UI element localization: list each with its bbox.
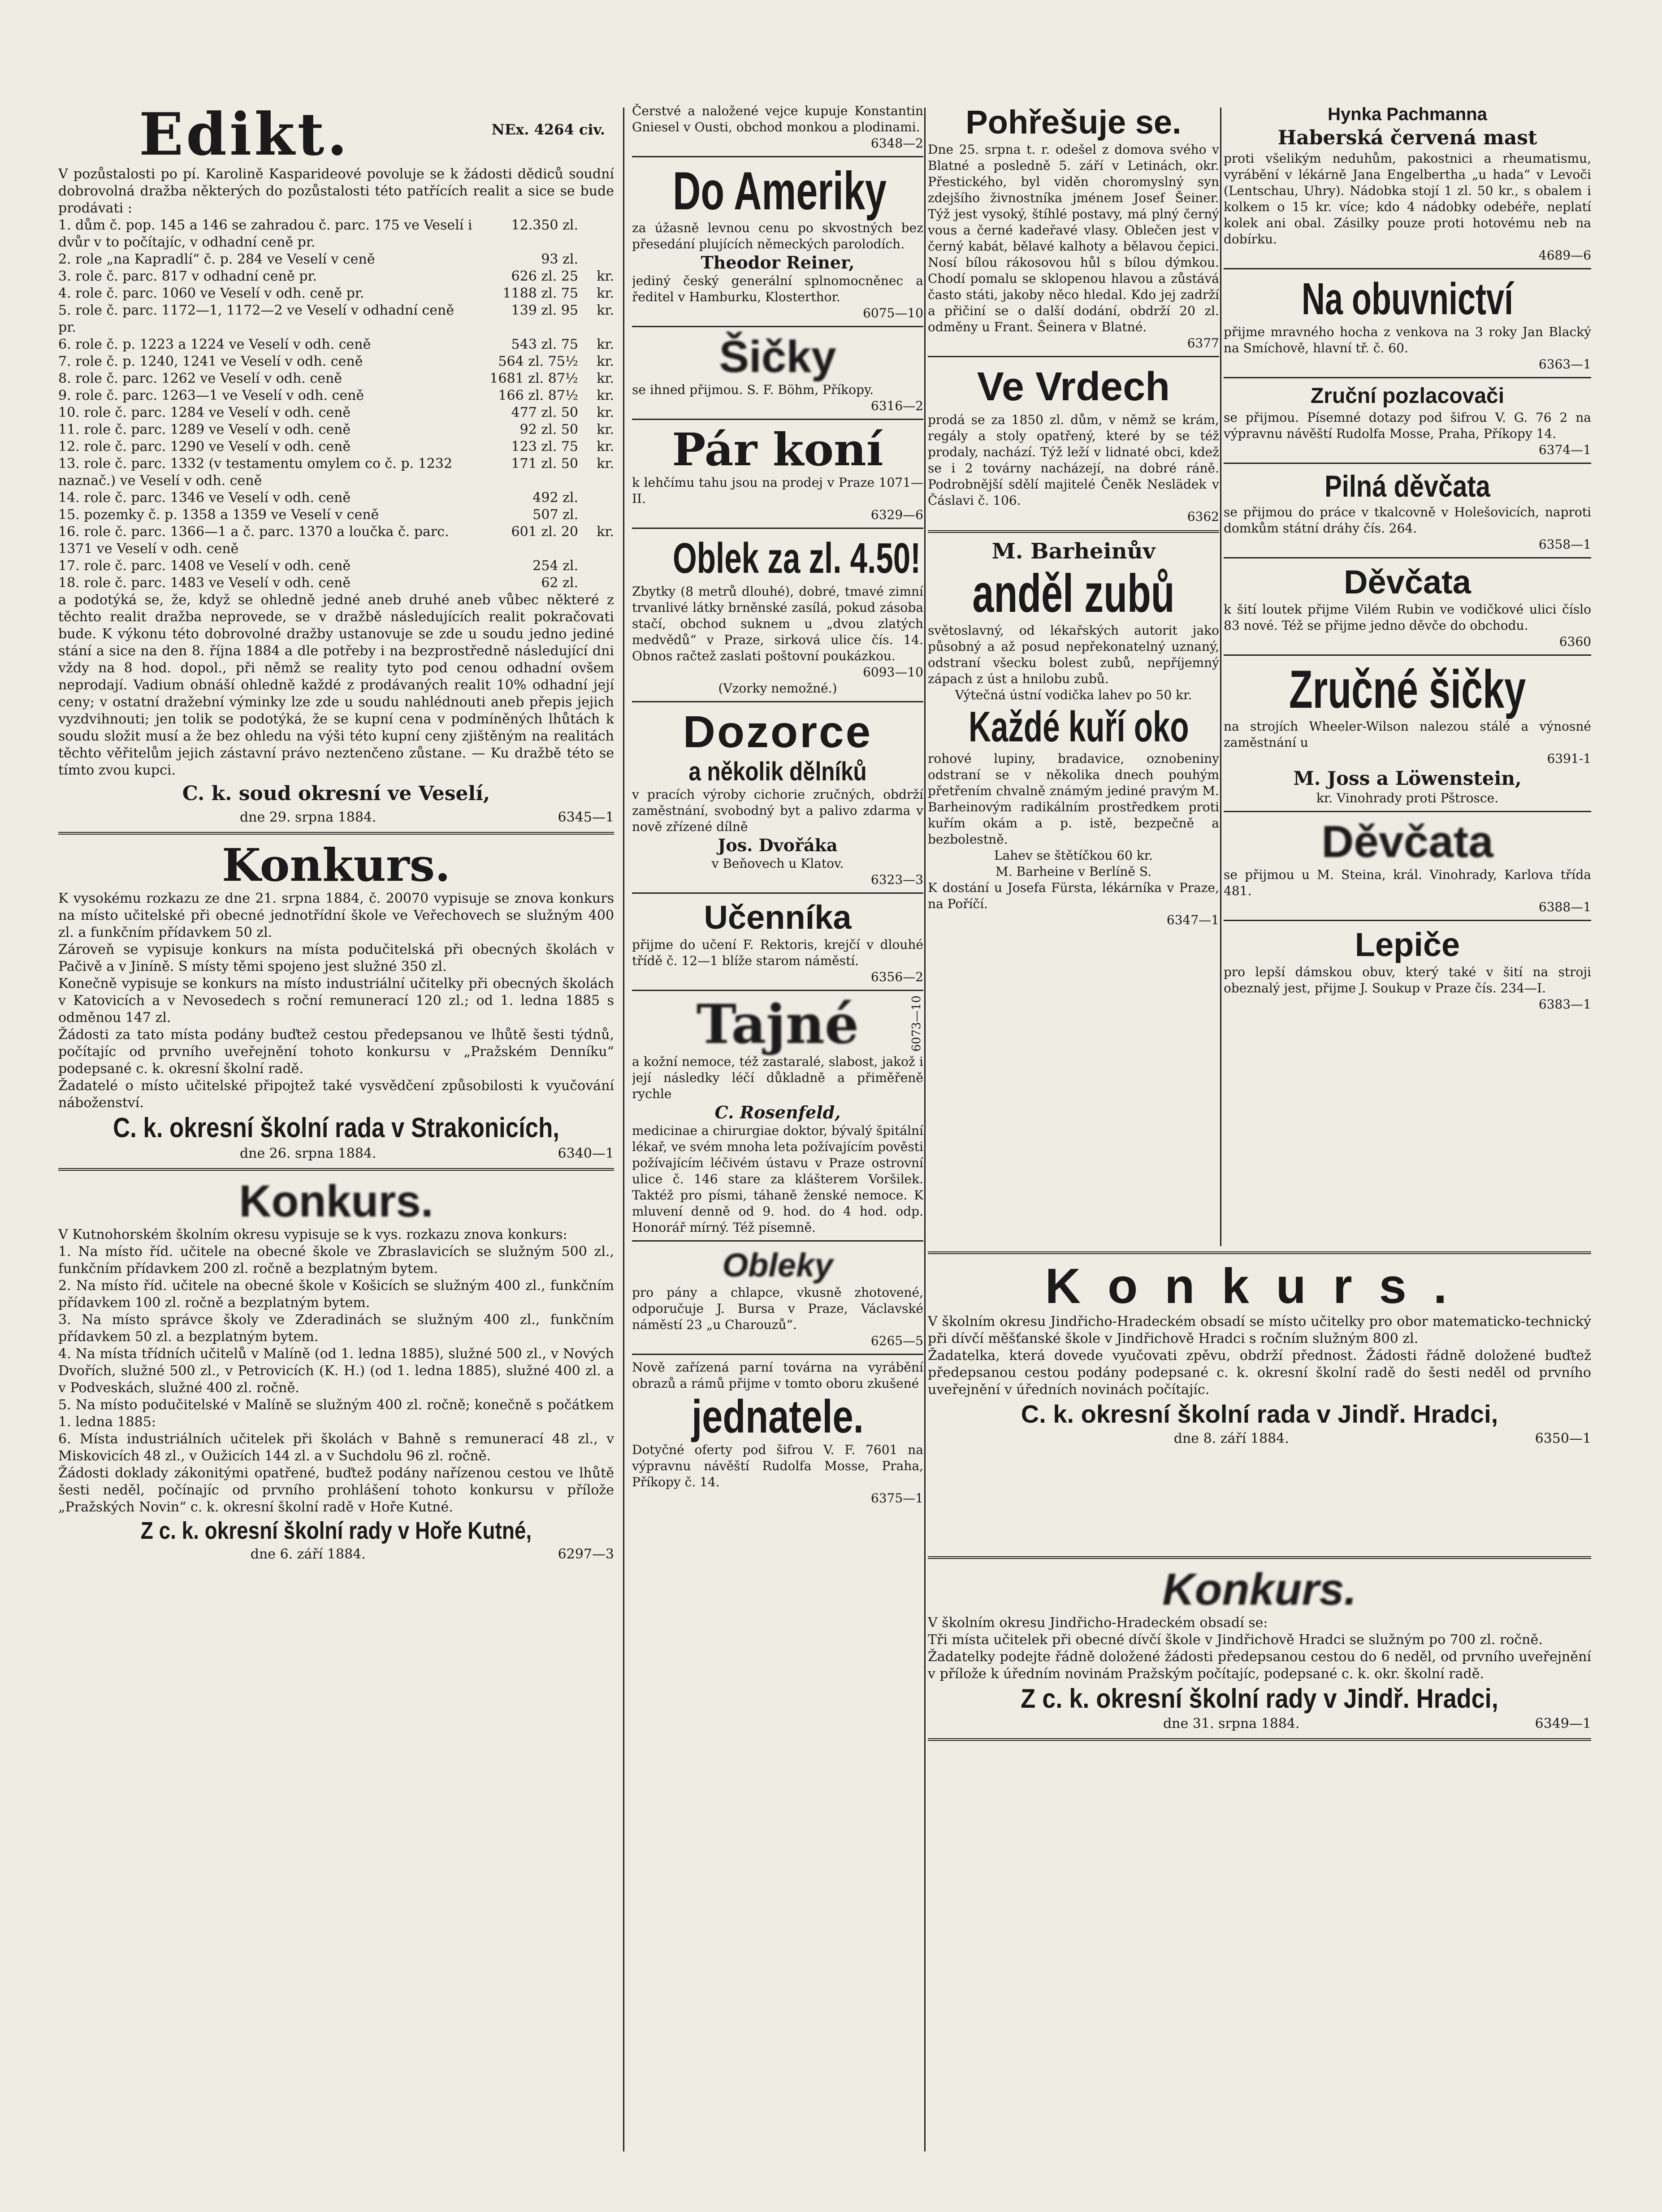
ad-number: 6265—5 — [870, 1333, 923, 1348]
ad-note: (Vzorky nemožné.) — [718, 681, 837, 696]
konkurs1-body: K vysokému rozkazu ze dne 21. srpna 1884, č. 20070 vypisuje se znova konkurs na místo učitelské při obecné jednotřídní škole ve Veřechovech se služným 400 zl. a funkčním přídavkem 50 zl. — [58, 891, 614, 940]
wide-konkurs-1 — [928, 1246, 1591, 1448]
ad-subheadline: a několik dělníků — [688, 757, 867, 786]
column-divider — [623, 108, 624, 2151]
konkurs1-body: Zároveň se vypisuje konkurs na místa podučitelská při obecných školách v Pačivě a v Jiníně. S místy těmi spojeno jest služné 350 zl. — [58, 942, 614, 974]
ad-side-number: 6073—10 — [910, 996, 923, 1052]
divider — [928, 1556, 1591, 1559]
table-row: 6. role č. p. 1223 a 1224 ve Veselí v odh. ceně 543 zl. 75 kr. — [58, 337, 614, 352]
ad-headline: Oblek za zl. 4.50! — [673, 534, 921, 582]
wide-konkurs-body: V školním okresu Jindřicho-Hradeckém obsadí se místo učitelky pro obor matematicko-technický při dívčí měšťanské škole v Jindřichově Hradci s ročním služným 800 zl. — [928, 1314, 1591, 1346]
ad-text: na strojích Wheeler-Wilson nalezou stálé a výnosné zaměstnání u — [1224, 719, 1591, 750]
wide-konkurs-title: Konkurs. — [1045, 1259, 1474, 1314]
divider — [1224, 557, 1591, 558]
ad-text: rohové lupiny, bradavice, oznobeniny odstraní se v několika dnech pouhým přetřením chvalně známým jediné pravým M. Barheinovým radikálním prostředkem proti kuřím okám a p. istě, bezpečně a bezbolestně. — [928, 751, 1219, 847]
ad-subheadline: Hynka Pachmanna — [1328, 104, 1487, 124]
ad-headline: Učenníka — [704, 899, 852, 936]
table-row: 17. role č. parc. 1408 ve Veselí v odh. ceně 254 zl. — [58, 558, 578, 574]
konkurs2-intro: V Kutnohorském školním okresu vypisuje se k vys. rozkazu znova konkurs: — [58, 1227, 567, 1242]
konkurs1-body: Žadatelé o místo učitelské připojtež také vysvědčení způsobilosti k vyučování náboženství. — [58, 1078, 614, 1111]
ad-number: 6374—1 — [1538, 442, 1591, 457]
divider — [1224, 377, 1591, 378]
ad-number: 6388—1 — [1538, 900, 1591, 914]
ad-number: 6375—1 — [870, 1491, 923, 1506]
wide-konkurs-body: Tři místa učitelek při obecné dívčí škole v Jindřichově Hradci se služným po 700 zl. ročně. — [928, 1632, 1543, 1648]
wide-konkurs-footer: dne 31. srpna 1884. 6349—1 — [1163, 1716, 1591, 1732]
ad-number: 6075—10 — [863, 306, 923, 320]
divider — [632, 156, 923, 157]
ad-headline: Na obuvnictví — [1301, 274, 1514, 324]
column-3 — [928, 103, 1219, 928]
divider — [632, 326, 923, 327]
wide-konkurs-footer: dne 8. září 1884. 6350—1 — [1173, 1431, 1591, 1446]
list-item: 5. Na místo podučitelské v Malíně se služným 400 zl. ročně; konečně s počátkem 1. ledna 1885: — [58, 1397, 614, 1430]
ad-text: přijme do učení F. Rektoris, krejčí v dlouhé třídě č. 12—1 blíže starom náměstí. — [632, 937, 923, 968]
ad-headline: Pilná děvčata — [1324, 469, 1490, 503]
ad-number: 6347—1 — [1166, 913, 1219, 927]
ad-headline: anděl zubů — [972, 563, 1175, 623]
divider — [632, 701, 923, 702]
table-row: 8. role č. parc. 1262 ve Veselí v odh. ceně 1681 zl. 87½ kr. — [58, 371, 614, 386]
ad-text: Lahev se štětíčkou 60 kr. — [994, 848, 1153, 863]
list-item: 3. Na místo správce školy ve Zderadinách se služným 400 zl., funkčním přídavkem 50 zl. a bezplatným bytem. — [58, 1312, 614, 1345]
divider — [1224, 268, 1591, 269]
konkurs1-body: Žádosti za tato místa podány buďtež cestou předepsanou ve lhůtě šesti týdnů, počítajíc od prvního uveřejnění tohoto konkursu v „Pražském Denníku“ podepsané c. k. okresní školní radě. — [58, 1027, 614, 1077]
divider — [1224, 920, 1591, 921]
ad-text: v pracích výroby cichorie zručných, obdrží zaměstnání, svobodný byt a palivo zdarma v nově zřízené dílně — [632, 787, 923, 834]
ad-text: prodá se za 1850 zl. dům, v němž se krám, regály a stoly opatřený, které by se též prodaly, nachází. Týž leží v lidnaté obci, kdež se i 2 továrny nacházejí, na dobré ráně. Podrobnější sdělí majitelé Čeněk Neslädek v Čáslavi č. 106. — [928, 412, 1219, 508]
table-row: 4. role č. parc. 1060 ve Veselí v odh. ceně pr. 1188 zl. 75 kr. — [58, 286, 614, 301]
ad-text: k lehčímu tahu jsou na prodej v Praze 1071—II. — [632, 475, 923, 506]
list-item: 2. Na místo říd. učitele na obecné škole v Košicích se služným 400 zl., funkčním přídavkem 100 zl. ročně a bezplatným bytem. — [58, 1278, 614, 1311]
table-row: 5. role č. parc. 1172—1, 1172—2 ve Veselí v odhadní ceně pr. 139 zl. 95 kr. — [58, 303, 614, 335]
table-row: 15. pozemky č. p. 1358 a 1359 ve Veselí v ceně 507 zl. — [58, 507, 578, 523]
list-item: 6. Místa industriálních učitelek při školách v Bahně s remunerací 48 zl., v Miskovicích 48 zl., v Oužicích 144 zl. a v Suchdolu 96 zl. ročně. — [58, 1431, 614, 1464]
divider — [928, 1251, 1591, 1254]
konkurs2-title: Konkurs. — [239, 1176, 433, 1226]
divider — [928, 1738, 1591, 1741]
ad-text: Zbytky (8 metrů dlouhé), dobré, tmavé zimní trvanlivé látky brněnské zasílá, pokud zásoba stačí, obchod suknem u „dvou zlatých medvědů“ v Praze, sirková ulice čís. 14. Obnos račtež zaslati poštovní poukázkou. — [632, 584, 923, 663]
ad-text: k šití loutek přijme Vilém Rubin ve vodičkové ulici číslo 83 nové. Též se přijme jedno děvče do obchodu. — [1224, 602, 1591, 633]
konkurs2-footer: dne 6. září 1884. 6297—3 — [250, 1546, 614, 1562]
ad-number: 6358—1 — [1538, 537, 1591, 552]
konkurs1-title: Konkurs. — [222, 839, 450, 892]
konkurs1-signature: C. k. okresní školní rada v Strakonicích, — [113, 1112, 559, 1143]
column-1 — [58, 103, 614, 1563]
table-row: 11. role č. parc. 1289 ve Veselí v odh. ceně 92 zl. 50 kr. — [58, 422, 614, 437]
ad-text: pro pány a chlapce, vkusně zhotovené, odporučuje J. Bursa v Praze, Václavské náměstí 23 „u Charouzů“. — [632, 1285, 923, 1332]
divider — [1224, 654, 1591, 656]
ad-text: K dostání u Josefa Fürsta, lékárníka v Praze, na Poříčí. — [928, 880, 1219, 911]
ad-text: Dne 25. srpna t. r. odešel z domova svého v Blatné a posledně 5. září v Letinách, okr. Přestického, byl viděn choromyslný syn zdejšího živnostníka jménem Josef Šeiner. Týž jest vysoký, štíhlé postavy, má plný černý vous a černé kadeřavé vlasy. Oblečen jest v černý kabát, bělavé kalhoty a bělavou čepici. Nosí bílou rákosovou hůl s bílou dýmkou. Chodí pomalu se sklopenou hlavou a zůstává často státi, jakoby něco hledal. Kdo jej zadrží a přičiní se o další dodání, obdrží 20 zl. odměny u Frant. Šeinera v Blatné. — [928, 142, 1219, 334]
ad-text: kr. Vinohrady proti Pštrosce. — [1316, 791, 1499, 805]
wide-konkurs-signature: Z c. k. okresní školní rady v Jindř. Hradci, — [1021, 1684, 1498, 1714]
ad-headline: Haberská červená mast — [1277, 126, 1537, 149]
wide-konkurs-body: Žadatelka, která dovede vyučovati zpěvu, obdrží přednost. Žádosti řádně doložené buďtež předepsanou cestou podány podepsané c. k. okresní školní radě do šesti neděl od prvního uveřejnění v úředních novinách počítajíc. — [928, 1348, 1591, 1398]
ad-text: se přijmou u M. Steina, král. Vinohrady, Karlova třída 481. — [1224, 867, 1591, 898]
ad-number: 6362 — [1187, 509, 1219, 524]
konkurs1-footer: dne 26. srpna 1884. 6340—1 — [239, 1146, 614, 1161]
ad-number: 6363—1 — [1538, 357, 1591, 372]
edikt-footer: dne 29. srpna 1884. 6345—1 — [239, 809, 614, 825]
ad-name: Jos. Dvořáka — [718, 835, 838, 855]
ad-text: jediný český generální splnomocněnec a ředitel v Hamburku, Klosterthor. — [632, 273, 923, 304]
ad-text: v Beňovech u Klatov. — [711, 856, 844, 871]
ad-number: 6323—3 — [870, 872, 923, 887]
divider — [632, 892, 923, 894]
ad-number: 6356—2 — [870, 970, 923, 984]
ad-headline: Zručné šičky — [1289, 659, 1526, 719]
ad-text: světoslavný, od lékařských autorit jako působný a až posud nepřekonatelný uznaný, odstraní všecku bolest zubů, nepříjemný zápach z úst a hnilobu zubů. — [928, 623, 1219, 686]
ad-headline: Děvčata — [1344, 563, 1471, 601]
ad-number: 6093—10 — [863, 665, 923, 680]
ad-number: 6329—6 — [870, 507, 923, 522]
column-divider — [924, 108, 926, 2151]
ad-number: 6377 — [1187, 336, 1219, 351]
ad-text: a kožní nemoce, též zastaralé, slabost, jakož i její následky léčí důkladně a přiměřeně rychle — [632, 1054, 923, 1101]
ad-text: M. Barheine v Berlíně S. — [995, 864, 1151, 879]
ad-headline: Dozorce — [683, 707, 873, 757]
column-2 — [632, 103, 923, 1506]
divider — [58, 832, 614, 835]
ad-name: Theodor Reiner, — [701, 252, 855, 273]
konkurs1-body: Konečně vypisuje se konkurs na místo industriální učitelky při obecných školách v Katovicích a v Nevosedech s roční remunerací 120 zl.; od 1. ledna 1885 s odměnou 147 zl. — [58, 976, 614, 1026]
edikt-body: a podotýká se, že, když se ohledně jedné aneb druhé aneb vůbec některé z těchto realit dražba neprovede, se v dražbě následujících realit pokračovati bude. K výkonu této dobrovolné dražby ustanovuje se zde u soudu jedno jediné stání a sice na den 8. října 1884 a dle potřeby i na bezprostředně následující dni vždy na 8 hod. dopol., při němž se reality tyto pod cenou odhadní ovšem neprodají. Vadium obnáší ohledně každé z prodávaných realit 10% odhadní její ceny; v ostatní dražební výminky lze zde u soudu nahlédnouti aneb přepis jejich vyzdvihnouti; jen tolik se podotýká, že se kupní cena v podmíněných lhůtách k soudu složit musí a že bez ohledu na výši této kupní ceny zjištěným na realitách těchto věřitelům jejich zástavní právo neztenčeno zůstane. — Ku dražbě této se tímto zvou kupci. — [58, 592, 614, 778]
table-row: 9. role č. parc. 1263—1 ve Veselí v odh. ceně 166 zl. 87½ kr. — [58, 388, 614, 403]
divider — [1224, 811, 1591, 812]
ad-headline: Šičky — [719, 332, 836, 382]
ad-name: M. Joss a Löwenstein, — [1293, 767, 1522, 789]
table-row: 14. role č. parc. 1346 ve Veselí v odh. ceně 492 zl. — [58, 490, 578, 506]
column-divider — [1220, 108, 1221, 1246]
divider — [928, 530, 1219, 533]
divider — [632, 990, 923, 991]
edikt-title: Edikt. — [139, 103, 350, 169]
edikt-intro: V pozůstalosti po pí. Karolině Kasparideové povoluje se k žádosti dědiců soudní dobrovolná dražba některých do pozůstalosti této patřících realit a sice se bude prodávati : — [58, 166, 614, 216]
wide-konkurs-title: Konkurs. — [1162, 1564, 1357, 1615]
ad-headline: jednatele. — [692, 1391, 864, 1443]
ad-text: za úžasně levnou cenu po skvostných bez přesedání plujících německých parolodích. — [632, 221, 923, 251]
ad-headline: Pár koní — [672, 423, 883, 476]
ad-number: 6383—1 — [1538, 997, 1591, 1012]
ad-text: Výtečná ústní vodička lahev po 50 kr. — [955, 688, 1192, 702]
table-row: 16. role č. parc. 1366—1 a č. parc. 1370 a loučka č. parc. 1371 ve Veselí v odh. ceně 601 zl. 20 kr. — [58, 524, 614, 557]
table-row: 7. role č. p. 1240, 1241 ve Veselí v odh. ceně 564 zl. 75½ kr. — [58, 354, 614, 369]
ad-number: 6348—2 — [870, 136, 923, 151]
ad-number: 4689—6 — [1538, 248, 1591, 263]
table-row: 12. role č. parc. 1290 ve Veselí v odh. ceně 123 zl. 75 kr. — [58, 439, 614, 455]
ad-text: pro lepší dámskou obuv, který také v šití na stroji obeznalý jest, přijme J. Soukup v Praze čís. 234—I. — [1224, 965, 1591, 996]
ad-number: 6360 — [1559, 634, 1591, 649]
ad-text: Nově zařízená parní továrna na vyrábění obrazů a rámů přijme v tomto oboru zkušené — [632, 1360, 923, 1391]
konkurs2-signature: Z c. k. okresní školní rady v Hoře Kutné, — [140, 1517, 532, 1544]
ad-text: přijme mravného hocha z venkova na 3 roky Jan Blacký na Smíchově, hlavní tř. č. 60. — [1224, 325, 1591, 355]
ad-text: Čerstvé a naložené vejce kupuje Konstantin Gniesel v Ousti, obchod monkou a plodinami. — [632, 104, 923, 134]
table-row: 10. role č. parc. 1284 ve Veselí v odh. ceně 477 zl. 50 kr. — [58, 405, 614, 420]
ad-text: se přijmou. Písemné dotazy pod šifrou V. G. 76 2 na výpravnu návěští Rudolfa Mosse, Praha, Příkopy 14. — [1224, 410, 1591, 441]
ad-text: Dotyčné oferty pod šifrou V. F. 7601 na výpravnu návěští Rudolfa Mosse, Praha, Příkopy č. 14. — [632, 1442, 923, 1489]
ad-headline: Lepiče — [1355, 926, 1460, 963]
divider — [632, 1240, 923, 1242]
table-row: 13. role č. parc. 1332 (v testamentu omylem co č. p. 1232 naznač.) ve Veselí v odh. ceně 171 zl. 50 kr. — [58, 456, 614, 489]
table-row: 18. role č. parc. 1483 ve Veselí v odh. ceně 62 zl. — [58, 575, 578, 591]
divider — [632, 1354, 923, 1355]
konkurs2-body: Žádosti doklady zákonitými opatřené, buďtež podány nařízenou cestou ve lhůtě šesti neděl, počínajíc od prvního prohlášení tohoto konkursu v přílože „Pražských Novin“ c. k. okresní školní radě v Hoře Kutné. — [58, 1465, 614, 1515]
ad-headline: Tajné — [696, 993, 859, 1056]
ad-headline: Do Ameriky — [673, 161, 887, 221]
wide-konkurs-signature: C. k. okresní školní rada v Jindř. Hradci, — [1021, 1400, 1498, 1428]
wide-konkurs-body: V školním okresu Jindřicho-Hradeckém obsadí se: — [928, 1615, 1268, 1631]
column-4 — [1224, 103, 1591, 1013]
ad-headline: Pohřešuje se. — [965, 104, 1182, 141]
ad-subheadline: M. Barheinův — [991, 539, 1156, 564]
list-item: 1. Na místo říd. učitele na obecné škole ve Zbraslavicích se služným 500 zl., funkčním přídavkem 200 zl. ročně a bezplatným bytem. — [58, 1244, 614, 1277]
ad-text: se ihned přijmou. S. F. Böhm, Příkopy. — [632, 382, 874, 397]
divider — [1224, 463, 1591, 464]
table-row: 3. role č. parc. 817 v odhadní ceně pr. 626 zl. 25 kr. — [58, 268, 614, 284]
ad-text: proti všelikým neduhům, pakostnici a rheumatismu, vyrábění v lékárně Jana Engelbertha „u hada“ v Levoči (Lentschau, Uhry). Nádobka stojí 1 zl. 50 kr., s obalem i kolkem o 15 kr. více; kdo 4 nádobky odebéře, neplatí kolek ani obal. Zásilky pouze proti hotovému neb na dobírku. — [1224, 151, 1591, 247]
wide-konkurs-2 — [928, 1551, 1591, 1746]
ad-headline: Děvčata — [1321, 817, 1493, 867]
table-row: 1. dům č. pop. 145 a 146 se zahradou č. parc. 175 ve Veselí i dvůr v to počítajíc, v odhadní ceně pr. 12.350 zl. — [58, 217, 578, 250]
ad-number: 6316—2 — [870, 398, 923, 413]
divider — [928, 356, 1219, 357]
edikt-signature: C. k. soud okresní ve Veselí, — [182, 782, 490, 805]
divider — [58, 1168, 614, 1171]
table-row: 2. role „na Kapradlí“ č. p. 284 ve Veselí v ceně 93 zl. — [58, 251, 578, 267]
ad-text: se přijmou do práce v tkalcovně v Holešovicích, naproti domkům státní dráhy čís. 264. — [1224, 505, 1591, 536]
ad-headline: Zruční pozlacovači — [1310, 384, 1505, 408]
divider — [632, 528, 923, 529]
ad-name: C. Rosenfeld, — [714, 1102, 841, 1122]
divider — [632, 419, 923, 420]
ad-headline: Obleky — [722, 1247, 833, 1284]
ad-headline: Každé kuří oko — [969, 703, 1189, 751]
edikt-rows — [58, 217, 614, 592]
wide-konkurs-body: Žadatelky podejte řádně doložené žádosti předepsanou cestou do 6 neděl, od prvního uveřejnění v přílože k úředním novinám Pražským počítajíc, podepsané c. k. okr. školní radě. — [928, 1649, 1591, 1682]
ad-headline: Ve Vrdech — [977, 364, 1170, 409]
edikt-ref: NEx. 4264 civ. — [491, 121, 605, 138]
list-item: 4. Na místa třídních učitelů v Malíně (od 1. ledna 1885), služné 500 zl., v Nových Dvořích, služné 500 zl., v Petrovicích (K. H.) (od 1. ledna 1885), služné 400 zl. a v Podveskách, služné 400 zl. ročně. — [58, 1346, 614, 1396]
ad-text: medicinae a chirurgiae doktor, bývalý špitální lékař, ve svém mnoha leta požívajícím pověsti požívajícím léčivém ústavu v Praze ostrovní ulice č. 146 stare za klášterem Voršilek. Taktéž pro písmi, táhaně ženské nemoce. K mluvení denně od 9. hod. do 4 hod. odp. Honorář mírný. Též písemně. — [632, 1123, 923, 1235]
ad-number: 6391-1 — [1547, 751, 1591, 766]
